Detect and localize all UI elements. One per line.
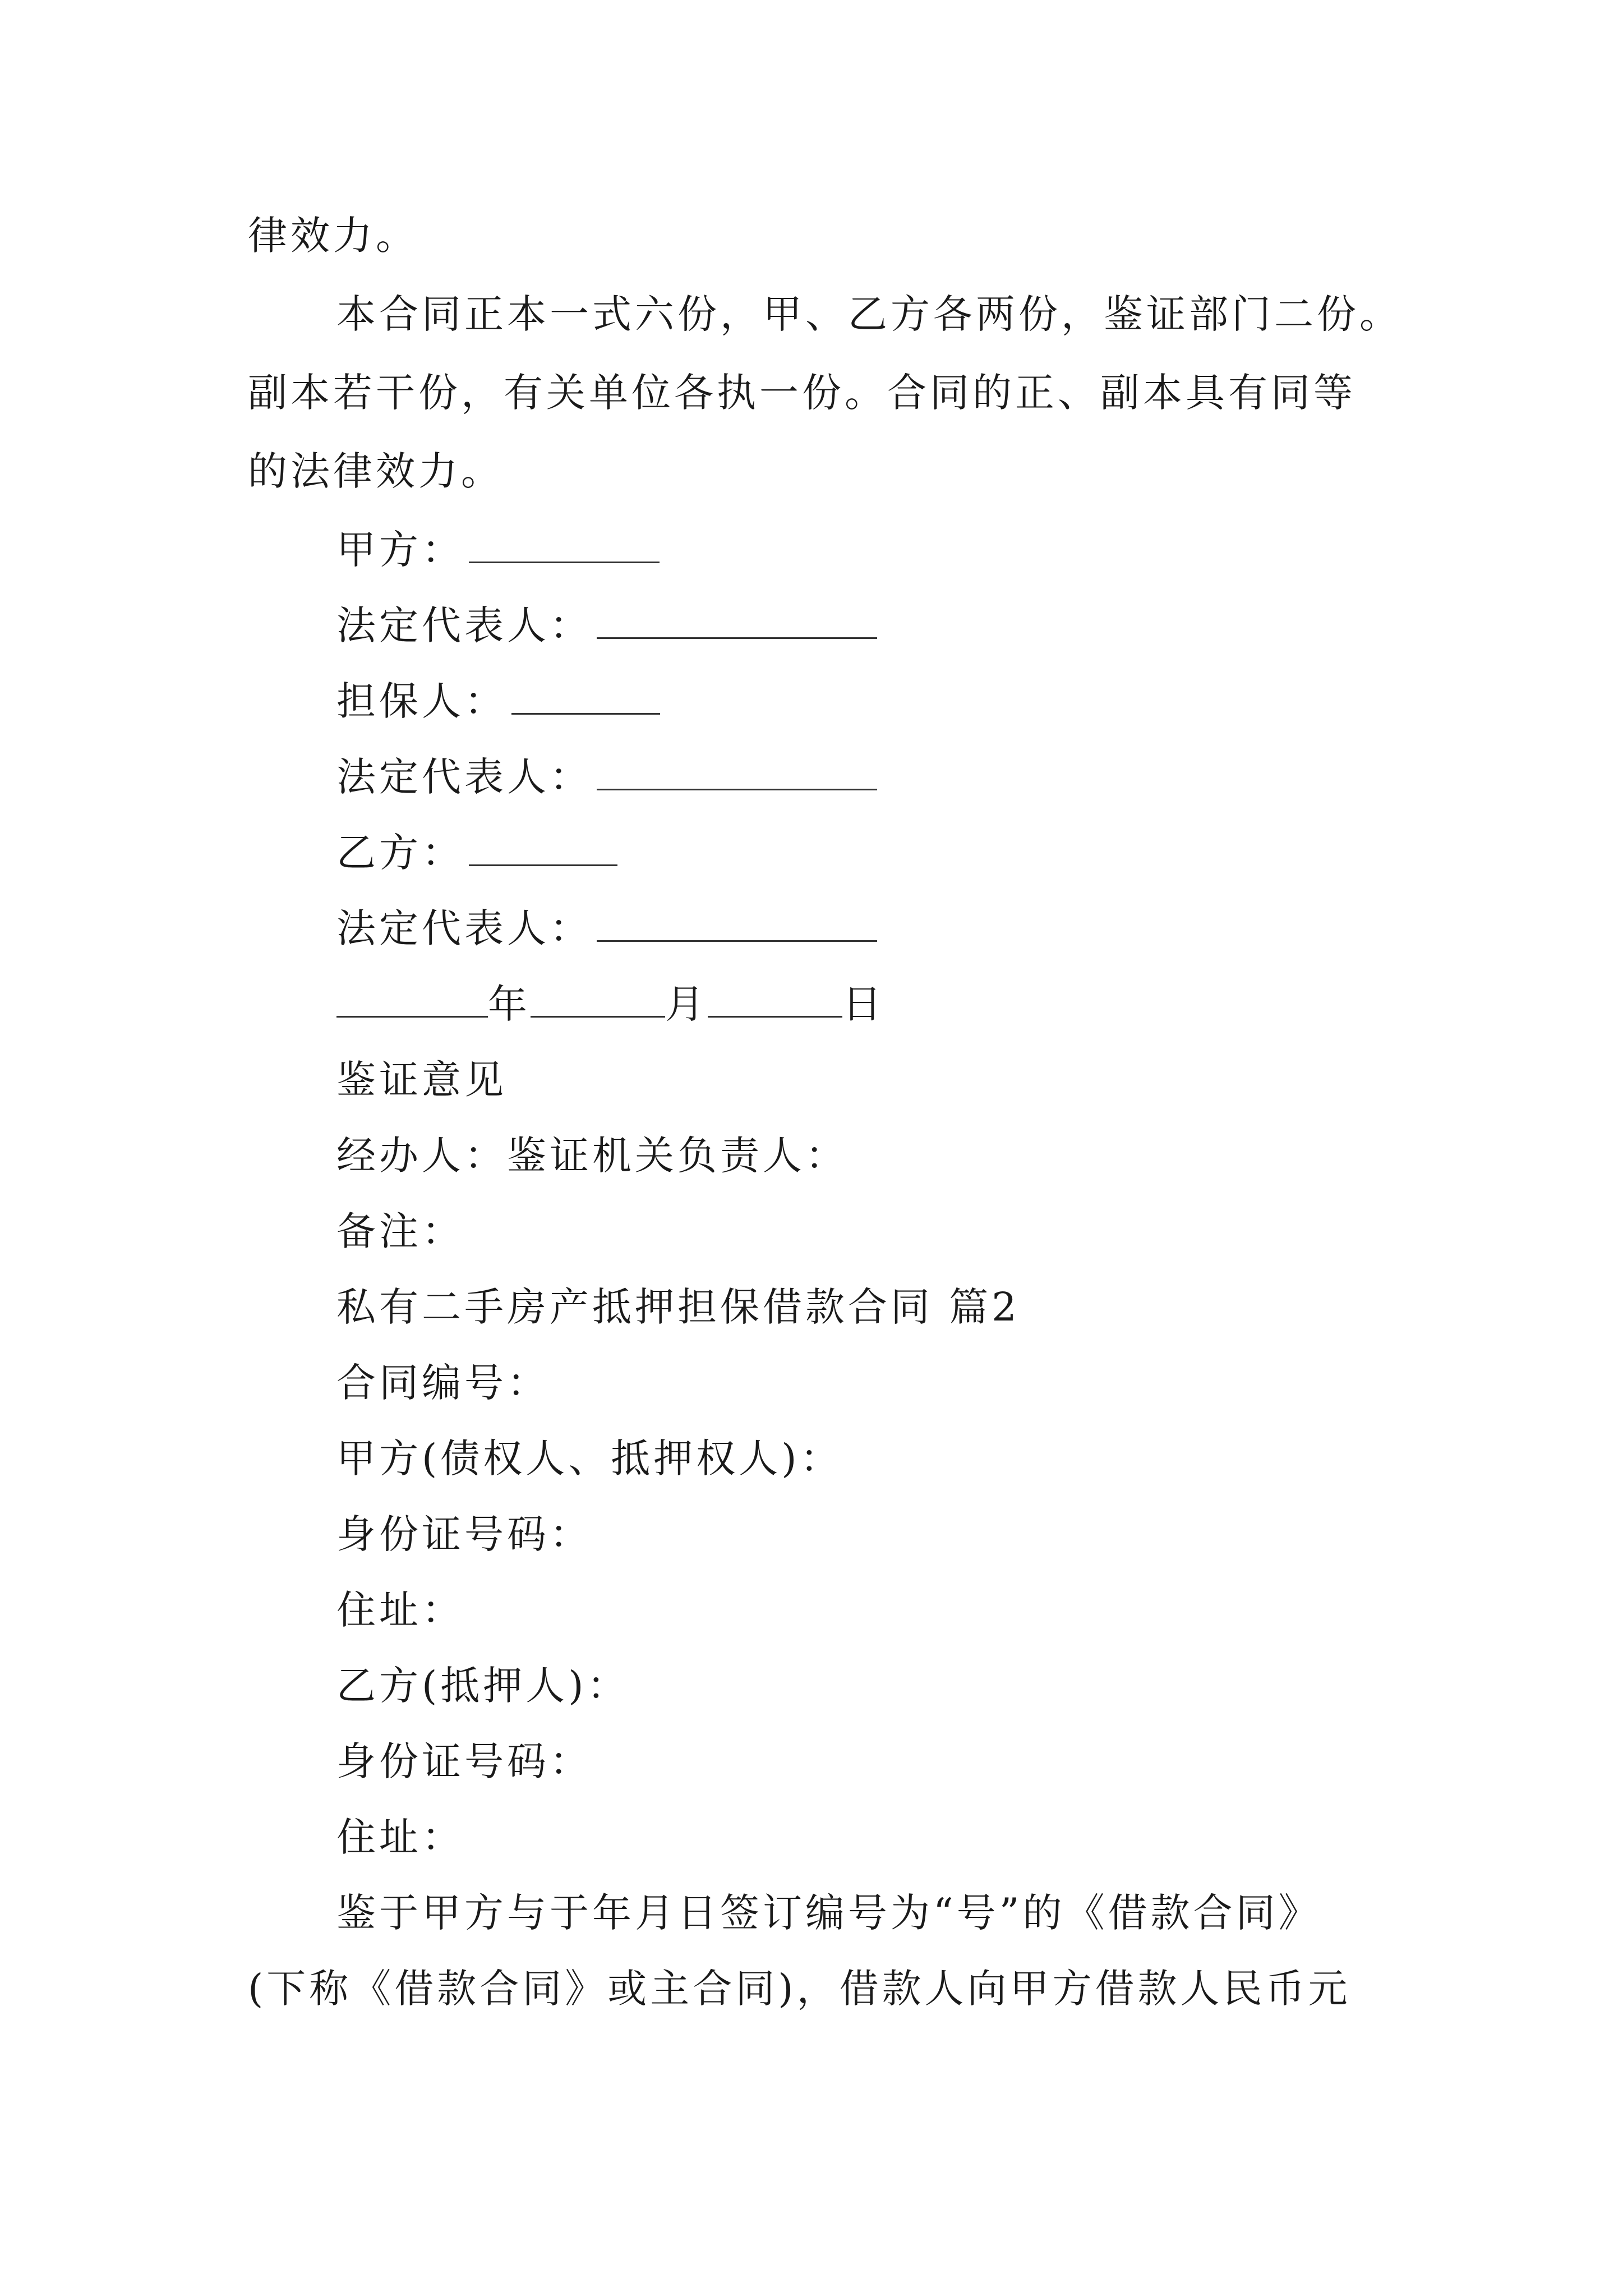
text-line: 住址： (336, 1587, 464, 1633)
text-line: 身份证号码： (336, 1738, 592, 1784)
day-label: 日 (842, 981, 885, 1027)
text-line: 甲方(债权人、抵押权人)： (336, 1435, 843, 1481)
party-b-line (336, 825, 617, 881)
section-title: 私有二手房产抵押担保借款合同 篇2 (336, 1284, 1020, 1330)
legal-rep-label: 法定代表人： (336, 602, 592, 648)
legal-rep-label: 法定代表人： (336, 905, 592, 951)
party-b-label: 乙方： (336, 830, 464, 876)
guarantor-line (336, 673, 660, 729)
text-line: 乙方(抵押人)： (336, 1663, 630, 1709)
text-line: 鉴证意见 (336, 1057, 507, 1103)
guarantor-blank[interactable] (511, 675, 660, 715)
legal-rep-label: 法定代表人： (336, 754, 592, 800)
party-a-line (336, 522, 660, 578)
legal-rep-blank[interactable] (597, 751, 877, 790)
text-line: 住址： (336, 1814, 464, 1860)
party-a-blank[interactable] (469, 523, 660, 563)
text-line: 经办人：鉴证机关负责人： (336, 1133, 848, 1179)
party-a-label: 甲方： (336, 527, 464, 573)
legal-rep-blank[interactable] (597, 599, 877, 639)
text-line: (下称《借款合同》或主合同)，借款人向甲方借款人民币元 (248, 1966, 1351, 2012)
year-blank[interactable] (336, 978, 488, 1018)
month-blank[interactable] (531, 978, 665, 1018)
legal-rep-blank[interactable] (597, 902, 877, 942)
legal-rep-line (336, 749, 877, 805)
text-line: 本合同正本一式六份，甲、乙方各两份，鉴证部门二份。 (336, 291, 1402, 337)
legal-rep-line (336, 900, 877, 956)
text-line: 合同编号： (336, 1360, 550, 1406)
party-b-blank[interactable] (469, 826, 617, 866)
day-blank[interactable] (708, 978, 842, 1018)
text-line: 的法律效力。 (248, 448, 504, 494)
legal-rep-line (336, 597, 877, 654)
date-line (336, 976, 885, 1032)
text-line: 副本若干份，有关单位各执一份。合同的正、副本具有同等 (248, 370, 1356, 416)
month-label: 月 (665, 981, 708, 1027)
text-line: 律效力。 (248, 213, 418, 259)
year-label: 年 (488, 981, 531, 1027)
text-line: 鉴于甲方与于年月日签订编号为“号”的《借款合同》 (336, 1890, 1321, 1936)
text-line: 备注： (336, 1208, 464, 1254)
text-line: 身份证号码： (336, 1511, 592, 1557)
guarantor-label: 担保人： (336, 678, 507, 724)
